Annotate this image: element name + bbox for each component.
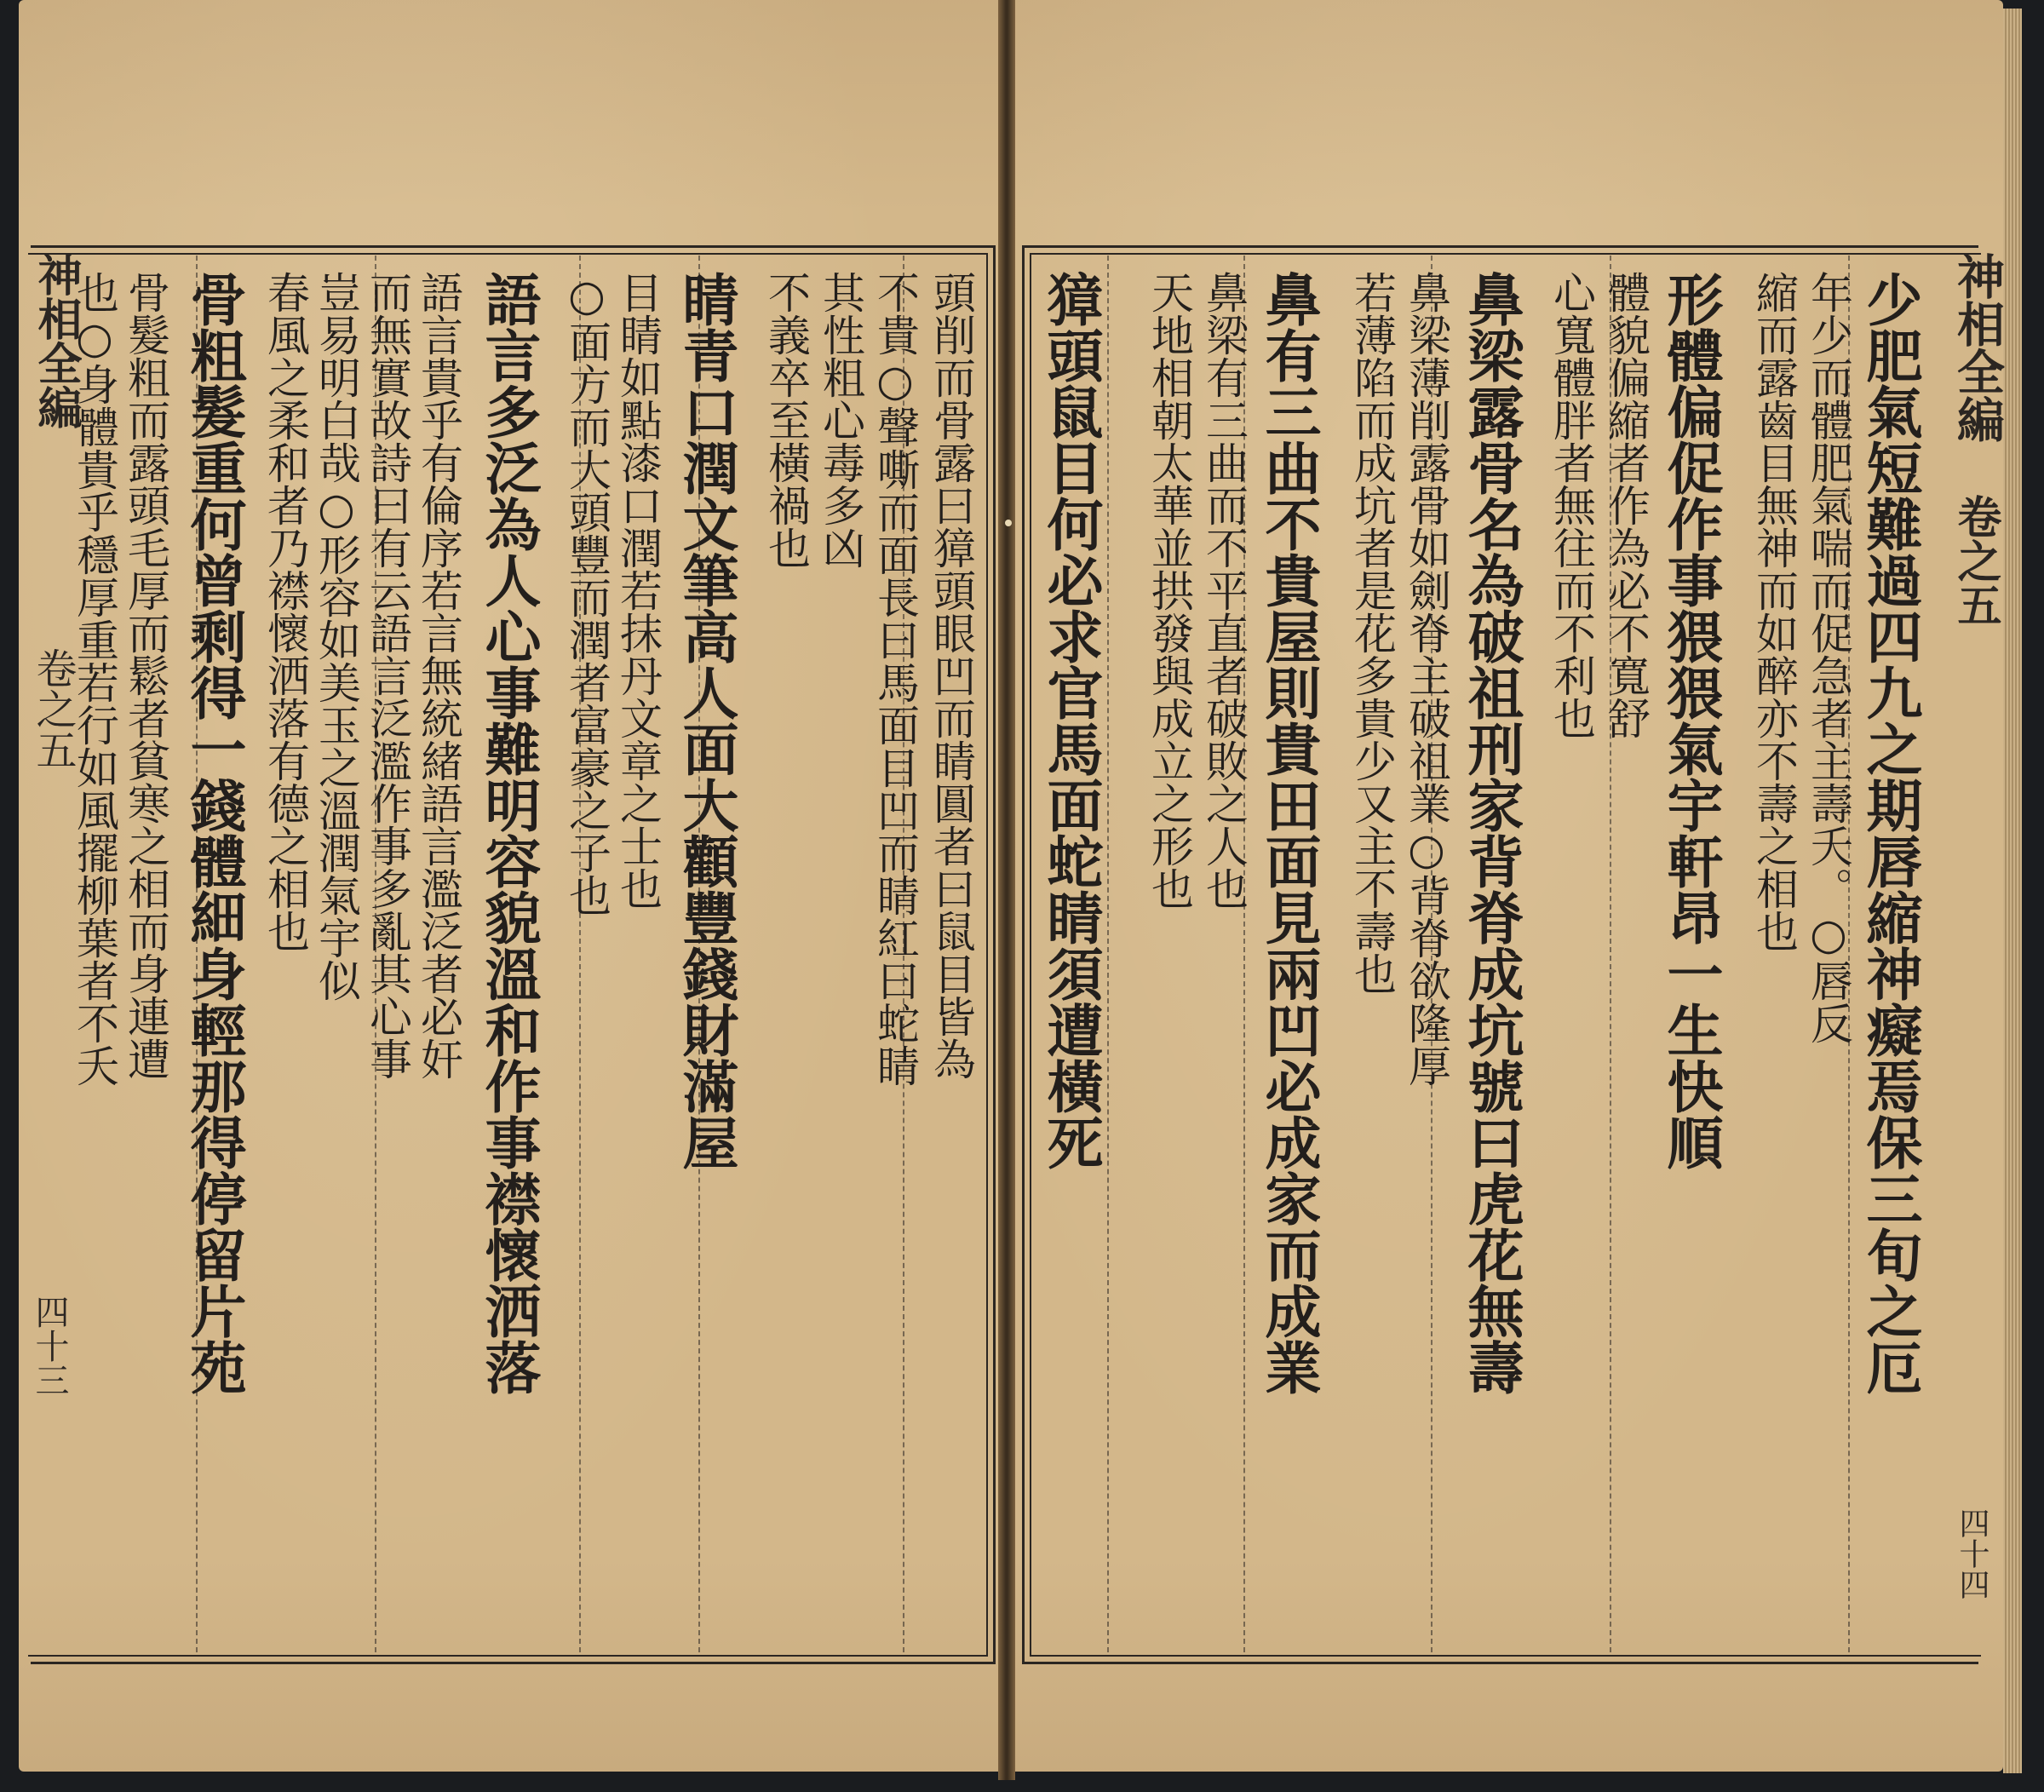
text-column: 鼻梁露骨名為破祖刑家背脊成坑號曰虎花無壽	[1458, 271, 1524, 1395]
text-column: 骨粗髮重何曾剩得一錢體細身輕那得停留片苑	[181, 271, 247, 1395]
text-column: 天地相朝太華並拱發與成立之形也	[1145, 271, 1194, 910]
text-column: ○面方而大頭豐而潤者富豪之子也	[562, 271, 611, 916]
right-header-title: 神相全編	[1949, 252, 2006, 443]
text-column: 心寬體胖者無往而不利也	[1547, 271, 1596, 739]
text-column: 獐頭鼠目何必求官馬面蛇睛須遭橫死	[1037, 271, 1104, 1170]
text-column: 豈易明白哉○形容如美玉之溫潤氣宇似	[312, 271, 361, 1002]
text-column: 頭削而骨露曰獐頭眼凹而睛圓者曰鼠目皆為	[927, 271, 976, 1080]
text-column: 語言多泛為人心事難明容貌溫和作事襟懷洒落	[475, 271, 542, 1395]
text-column: 目睛如點漆口潤若抹丹文章之士也	[613, 271, 663, 910]
left-header-title: 神相全編	[30, 252, 82, 429]
text-column: 不貴○聲嘶而面長曰馬面目凹而睛紅曰蛇睛	[870, 271, 920, 1087]
right-folio-number: 四十四	[1955, 1508, 1989, 1600]
text-column: 形體偏促作事猥猥氣宇軒昂一生快順	[1657, 271, 1724, 1170]
text-column: 而無實故詩曰有云語言泛濫作事多亂其心事	[363, 271, 412, 1080]
text-column: 鼻梁薄削露骨如劍脊主破祖業○背脊欲隆厚	[1402, 271, 1451, 1087]
text-column: 春風之柔和者乃襟懷洒落有德之相也	[261, 271, 310, 952]
book-gutter	[998, 0, 1015, 1780]
right-volume-label: 卷之五	[1949, 494, 2001, 627]
text-column: 其性粗心毒多凶	[816, 271, 865, 569]
text-column: 語言貴乎有倫序若言無統緒語言濫泛者必奸	[414, 271, 463, 1080]
left-folio-number: 四十三	[30, 1295, 69, 1397]
text-column: 骨髮粗而露頭毛厚而鬆者貧寒之相而身連遭	[121, 271, 170, 1080]
text-column: 若薄陷而成坑者是花多貴少又主不壽也	[1347, 271, 1397, 995]
binding-thread	[1005, 520, 1012, 526]
text-column: 鼻有三曲不貴屋則貴田面見兩凹必成家而成業	[1255, 271, 1322, 1395]
text-column: 不義卒至橫禍也	[761, 271, 811, 569]
left-volume-label: 卷之五	[29, 647, 77, 770]
text-column: 睛青口潤文筆高人面大顴豐錢財滿屋	[673, 271, 739, 1170]
text-column: 少肥氣短難過四九之期唇縮神癡焉保三旬之厄	[1857, 271, 1923, 1395]
text-column: 縮而露齒目無神而如醉亦不壽之相也	[1749, 271, 1799, 952]
text-column: 年少而體肥氣喘而促急者主壽夭。○唇反	[1804, 271, 1853, 1044]
text-column: 鼻梁有三曲而不平直者破敗之人也	[1199, 271, 1249, 910]
text-column: 也○身體貴乎穩厚重若行如風擺柳葉者不夭	[70, 271, 119, 1087]
text-column: 體貌偏縮者作為必不寬舒	[1601, 271, 1651, 739]
